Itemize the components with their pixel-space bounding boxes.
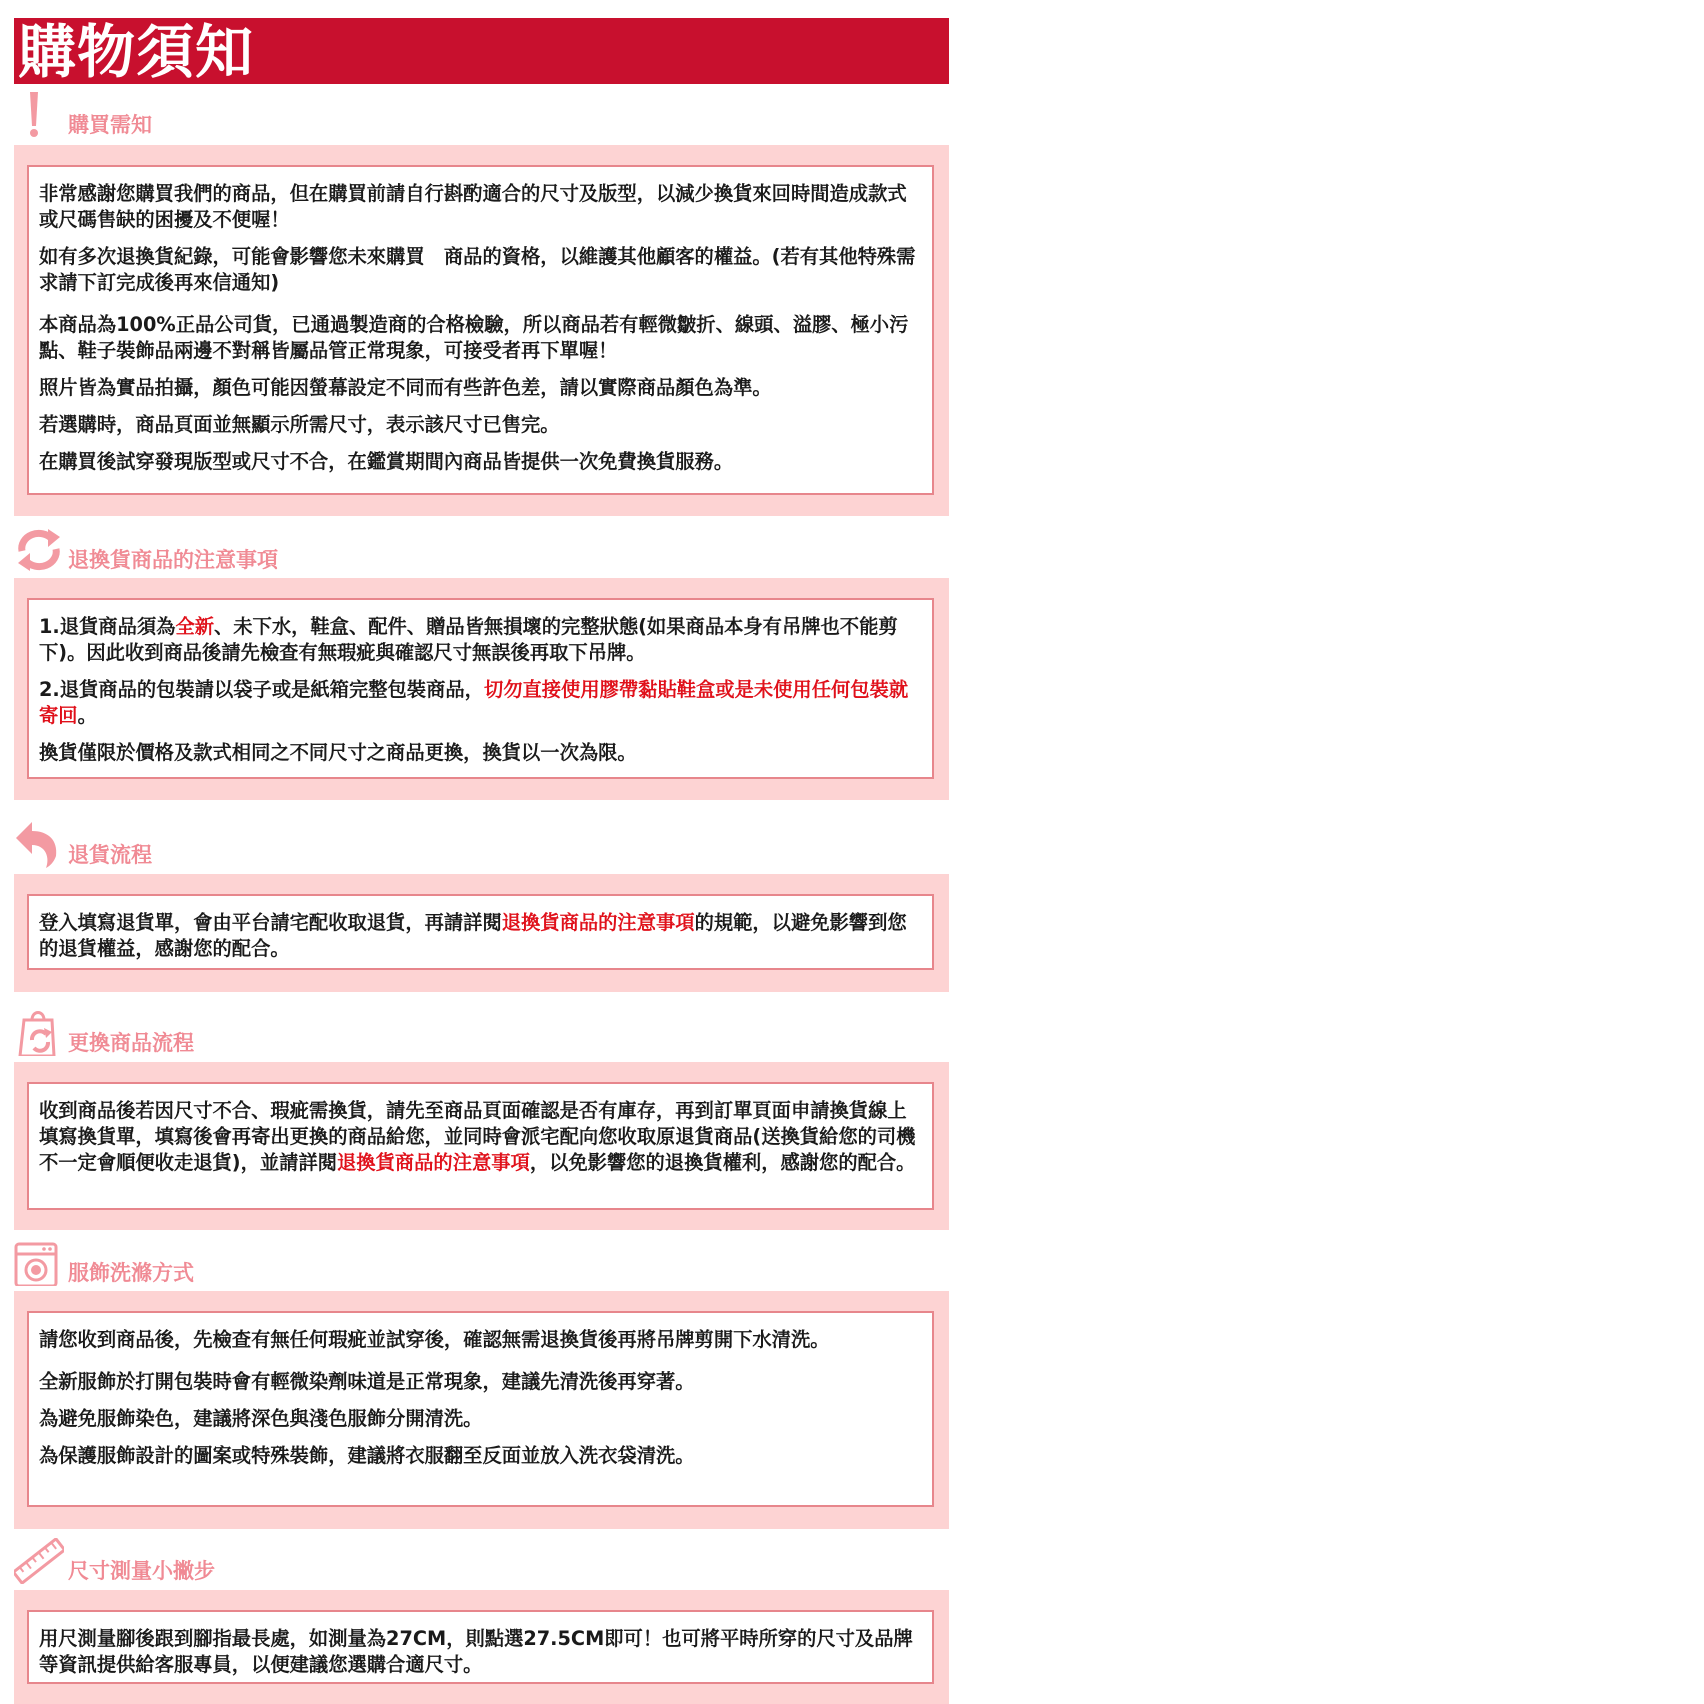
section-panel-return-process [14,874,949,992]
content-box [27,1082,934,1210]
text-run: 1.退貨商品須為 [39,615,176,638]
text-run: 收到商品後若因尺寸不合、瑕疵需換貨，請先至商品頁面確認是否有庫存，再到訂單頁面申請換貨線上填寫換貨單，填寫後會再寄出更換的商品給您，並同時會派宅配向您收取原退貨商品(送換貨給您的司機不一定會順便收走退貨)，並請詳閱 [39,1099,916,1174]
text-run: 2.退貨商品的包裝請以袋子或是紙箱完整包裝商品， [39,678,484,701]
text-run: 、未下水，鞋盒、配件、贈品皆無損壞的完整狀態(如果商品本身有吊牌也不能剪下)。因此收到商品後請先檢查有無瑕疵與確認尺寸無誤後再取下吊牌。 [39,615,898,664]
section-panel-purchase [14,145,949,516]
section-heading-return-process [14,822,949,868]
paragraph: 用尺測量腳後跟到腳指最長處，如測量為27CM，則點選27.5CM即可！也可將平時所穿的尺寸及品牌等資訊提供給客服專員，以便建議您選購合適尺寸。 [39,1627,913,1676]
heading-text: 退換貨商品的注意事項 [68,548,278,572]
section-panel-exchange-process [14,1062,949,1230]
highlight-text: 切勿直接使用膠帶黏貼鞋盒或是未使用任何包裝就寄回 [39,678,909,727]
heading-text: 更換商品流程 [68,1031,194,1055]
section-heading-exchange-process [14,1010,949,1056]
ruler-icon [14,1538,64,1584]
paragraph [39,910,922,962]
section-panel-return-notes [14,578,949,800]
highlight-text: 退換貨商品的注意事項 [337,1151,530,1174]
paragraph: 為保護服飾設計的圖案或特殊裝飾，建議將衣服翻至反面並放入洗衣袋清洗。 [39,1444,695,1467]
paragraph: 換貨僅限於價格及款式相同之不同尺寸之商品更換，換貨以一次為限。 [39,741,637,764]
section-panel-size-tips [14,1590,949,1704]
shopping-bag-exchange-icon [14,1010,64,1056]
content-box [27,894,934,970]
highlight-text: 全新 [175,615,214,638]
section-heading-size-tips [14,1538,949,1584]
text-run: 的規範，以避免影響到您的退貨權益，感謝您的配合。 [39,911,907,960]
text-run: 。 [77,704,97,727]
paragraph: 若選購時，商品頁面並無顯示所需尺寸，表示該尺寸已售完。 [39,413,560,436]
content-box [27,1610,934,1684]
page-title: 購物須知 [18,18,255,86]
paragraph [39,614,922,666]
section-heading-return-notes [14,527,949,573]
content-box [27,1311,934,1507]
paragraph [39,1098,922,1176]
content-box [27,165,934,495]
content-box [27,598,934,779]
paragraph: 在購買後試穿發現版型或尺寸不合，在鑑賞期間內商品皆提供一次免費換貨服務。 [39,450,734,473]
section-heading-purchase [14,92,949,138]
return-arrow-icon [14,822,64,868]
exclamation-icon [14,92,64,138]
refresh-icon [14,527,64,573]
washing-machine-icon [14,1240,64,1286]
heading-text: 服飾洗滌方式 [68,1261,194,1285]
title-banner [14,18,949,84]
section-heading-washing [14,1240,949,1286]
paragraph: 非常感謝您購買我們的商品，但在購買前請自行斟酌適合的尺寸及版型，以減少換貨來回時間造成款式或尺碼售缺的困擾及不便喔！ [39,182,907,231]
section-panel-washing [14,1291,949,1529]
highlight-text: 退換貨商品的注意事項 [501,911,695,934]
paragraph: 照片皆為實品拍攝，顏色可能因螢幕設定不同而有些許色差，請以實際商品顏色為準。 [39,376,772,399]
paragraph: 全新服飾於打開包裝時會有輕微染劑味道是正常現象，建議先清洗後再穿著。 [39,1370,695,1393]
text-run: 登入填寫退貨單，會由平台請宅配收取退貨，再請詳閱 [39,911,502,934]
paragraph [39,677,922,729]
paragraph: 本商品為100%正品公司貨，已通過製造商的合格檢驗，所以商品若有輕微皺折、線頭、溢膠、極小污點、鞋子裝飾品兩邊不對稱皆屬品管正常現象，可接受者再下單喔！ [39,313,909,362]
paragraph: 如有多次退換貨紀錄，可能會影響您未來購買 商品的資格，以維護其他顧客的權益。(若有其他特殊需求請下訂完成後再來信通知) [39,245,916,294]
heading-text: 購買需知 [68,113,152,137]
text-run: ，以免影響您的退換貨權利，感謝您的配合。 [529,1151,916,1174]
heading-text: 退貨流程 [68,843,152,867]
paragraph: 請您收到商品後，先檢查有無任何瑕疵並試穿後，確認無需退換貨後再將吊牌剪開下水清洗。 [39,1328,830,1351]
heading-text: 尺寸測量小撇步 [68,1559,215,1583]
paragraph: 為避免服飾染色，建議將深色與淺色服飾分開清洗。 [39,1407,483,1430]
